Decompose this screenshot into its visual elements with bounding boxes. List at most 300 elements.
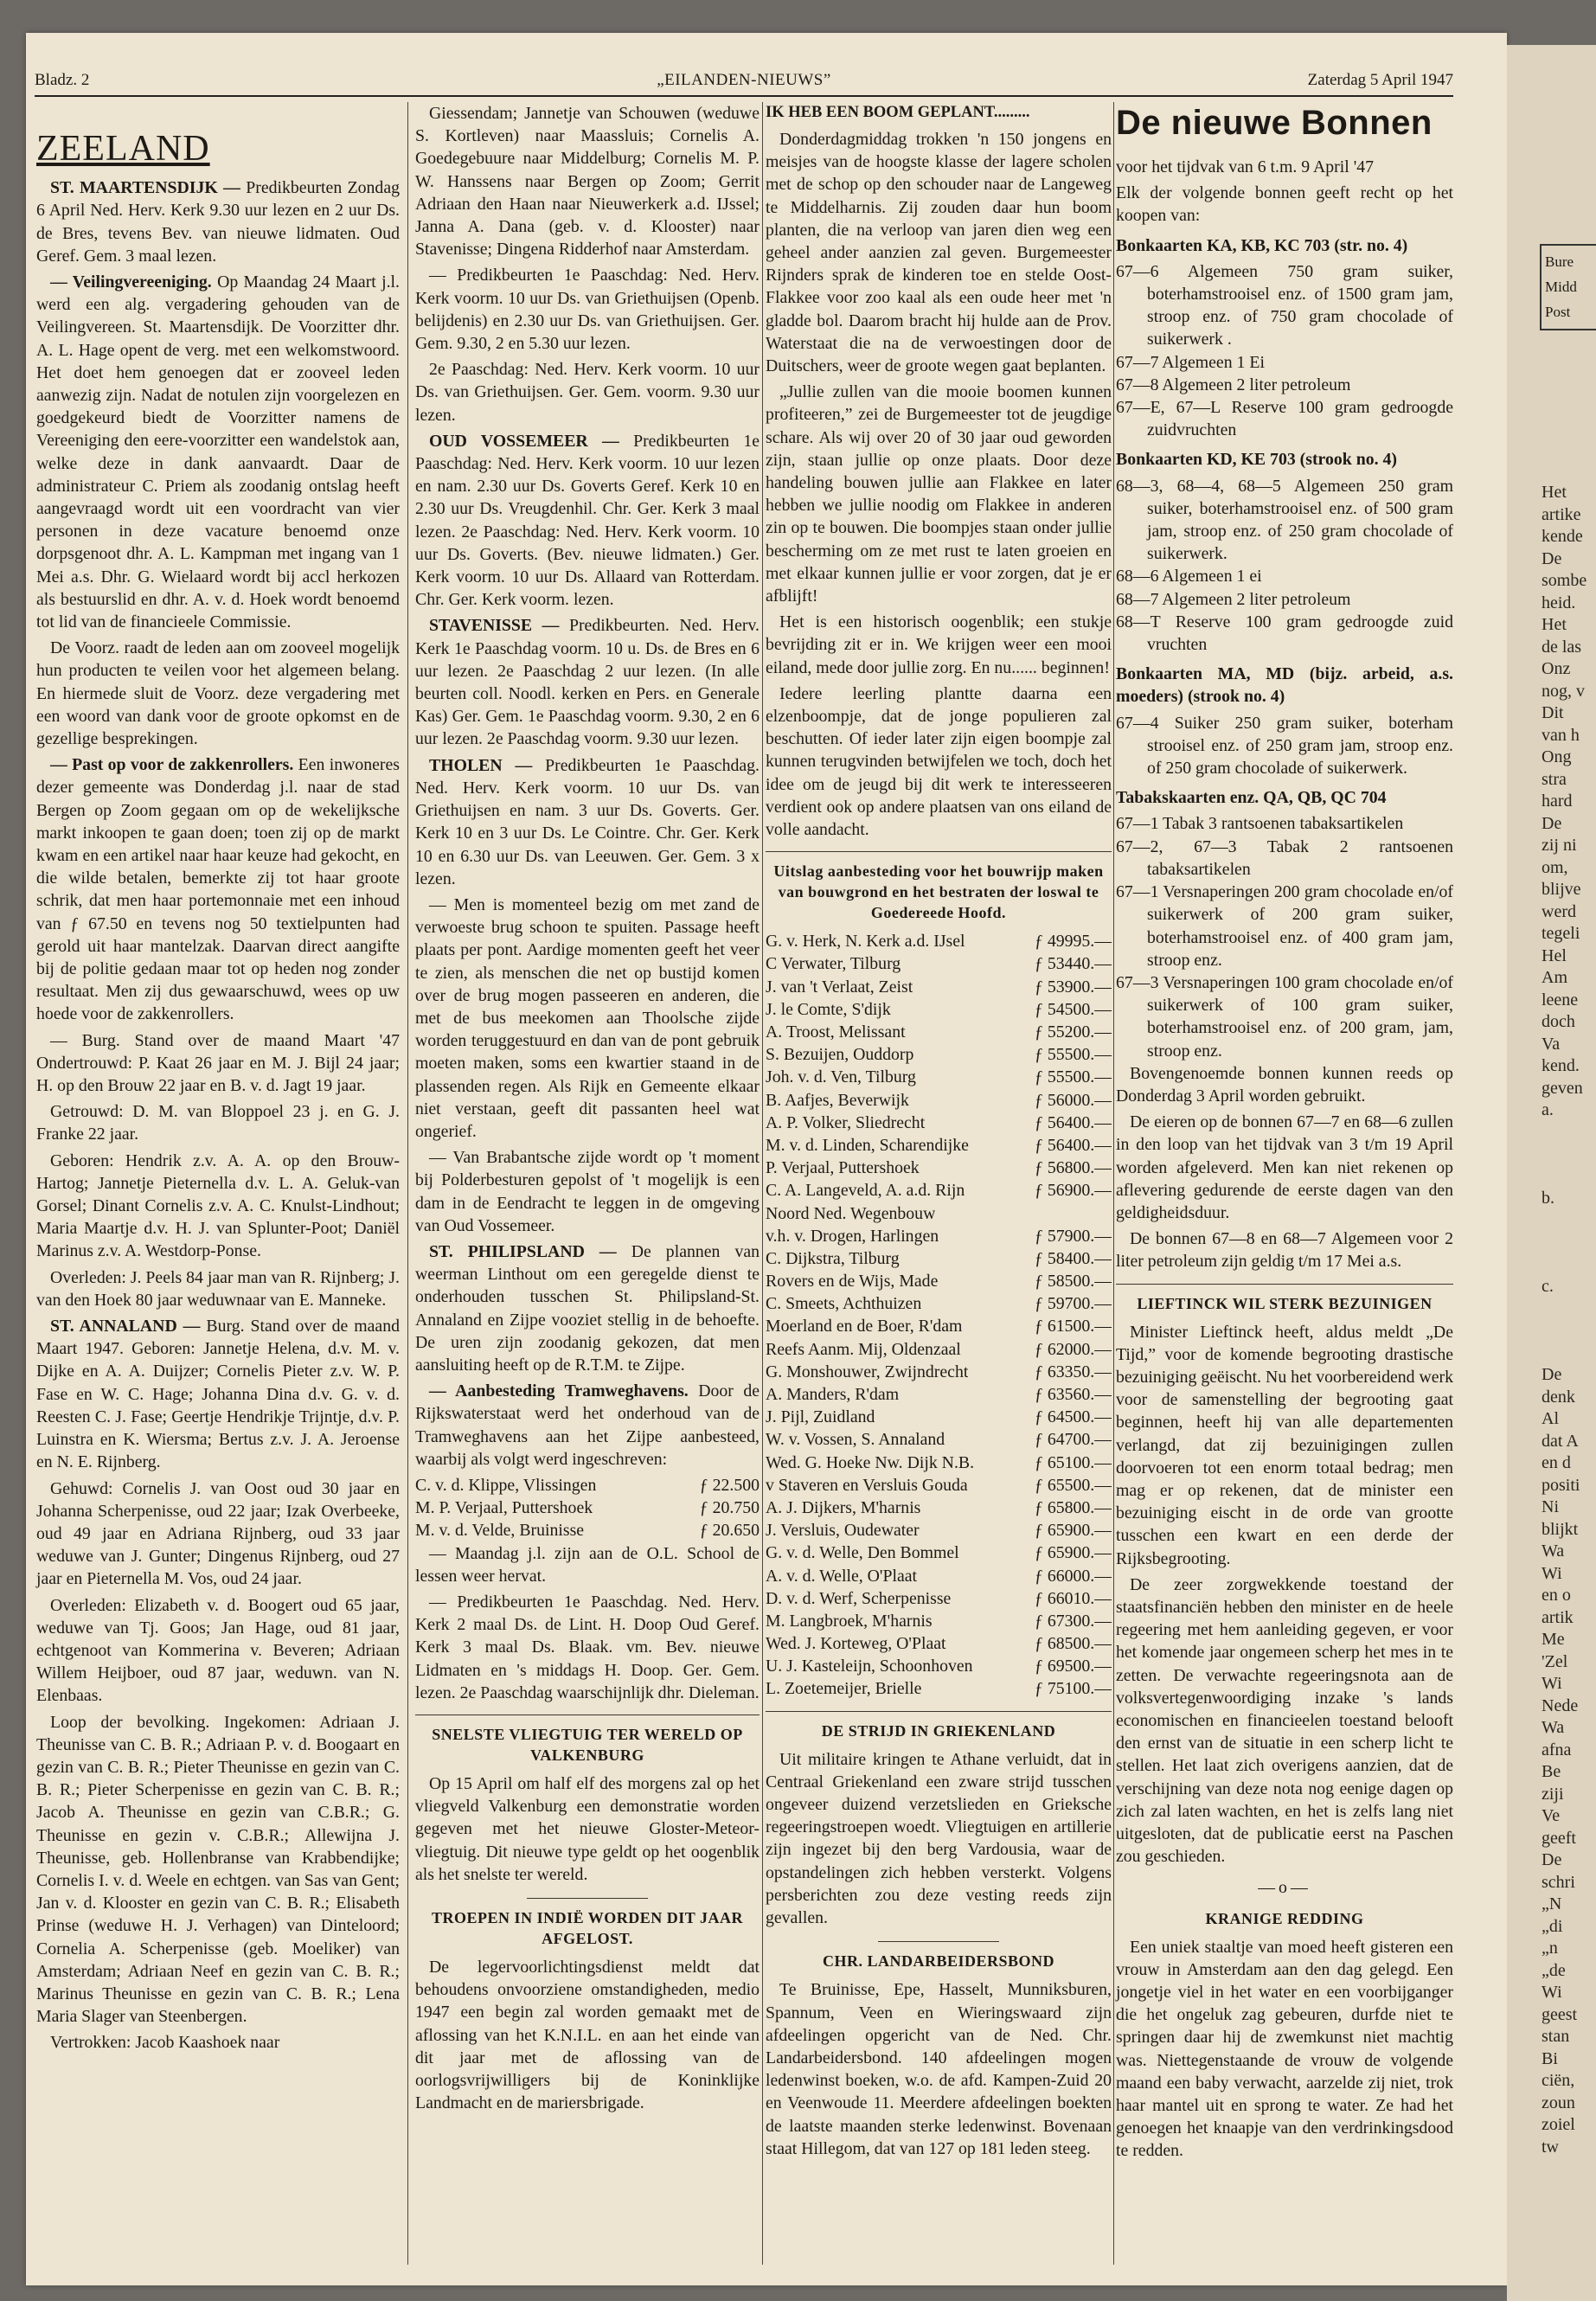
article-lead: — Aanbesteding Tramweghavens.	[429, 1381, 699, 1401]
coupon-item: 68—7 Algemeen 2 liter petroleum	[1116, 589, 1351, 609]
bidder-name: C. Dijkstra, Tilburg	[766, 1248, 900, 1268]
article-body: Gehuwd: Cornelis J. van Oost oud 30 jaar en Johanna Scherpenisse, oud 22 jaar; Izak Overbeeke, oud 49 jaar en Adriana Rijnberg, oud 33 jaar weduwe van J. Gunter; Dingenus Rijnberg, oud 27 jaar en Pieternella M. Vos, oud 24 jaar.	[36, 1478, 400, 1589]
bidder-name: M. P. Verjaal, Puttershoek	[415, 1498, 593, 1518]
article-title: DE STRIJD IN GRIEKENLAND	[821, 1721, 1056, 1740]
page-header	[35, 71, 1453, 92]
bid-amount: ƒ 56400.—	[1034, 1135, 1112, 1155]
article-lead: OUD VOSSEMEER —	[429, 431, 634, 451]
coupon-group-heading: Bonkaarten MA, MD (bijz. arbeid, a.s. moeders) (strook no. 4)	[1116, 664, 1453, 707]
bid-row	[766, 1497, 1112, 1519]
adjacent-page-line: zoiel	[1542, 2115, 1575, 2134]
bid-amount: ƒ 56800.—	[1034, 1158, 1112, 1178]
coupon-item: 67—4 Suiker 250 gram suiker, boterham strooisel enz. of 250 gram jam, stroop enz. of 250 gram chocolade of suikerwerk.	[1116, 713, 1453, 779]
adjacent-page-line: De	[1542, 1365, 1562, 1384]
article-text: Een uniek staaltje van moed heeft gisteren een vrouw in Amsterdam aan den dag gelegd. Een jongetje viel in het water en een voorbijganger die het ongeluk zag gebeuren, durfde niet te springen daar hij de zwemkunst niet machtig was. Niettegenstaande de vrouw de volgende maand een baby verwacht, aarzelde zij niet, trok haar mantel uit en sprong te water. Ze had het genoegen het knaapje van den verdrinkingsdood te redden.	[1116, 1937, 1453, 2161]
adjacent-page-line	[1542, 1166, 1586, 1189]
adjacent-page-line: leene	[1542, 990, 1579, 1009]
coupon-item: 67—3 Versnaperingen 100 gram chocolade en/of suikerwerk of 100 gram suiker, boterhamstrooisel enz. of 200 gram, jam, stroop enz.	[1116, 972, 1453, 1061]
bid-amount: ƒ 58400.—	[1034, 1248, 1112, 1268]
bidder-name: A. v. d. Welle, O'Plaat	[766, 1566, 918, 1586]
adjacent-page-line: geest	[1542, 2004, 1578, 2024]
column-divider	[1113, 102, 1114, 2265]
bid-row	[766, 1587, 1112, 1610]
bidder-name: J. Pijl, Zuidland	[766, 1407, 875, 1427]
article-paragraph	[415, 1146, 760, 1237]
article-text: Te Bruinisse, Epe, Hasselt, Munniksburen, Spannum, Veen en Wieringswaard zijn afdeelingen opgericht van de Ned. Chr. Landarbeidersbond. 140 afdeelingen mogen ledenwinst boeken, w.o. de afd. Kampen-Zuid 20 en Veenwoude 11. Meerdere afdeelingen boekten de laatste maanden sterke ledenwinst. Bovenaan staat Hillegom, dat van 127 op 181 leden steeg.	[766, 1980, 1112, 2158]
adjacent-page-line: heid.	[1542, 593, 1576, 612]
adjacent-page-box-line: Midd	[1545, 279, 1577, 295]
article-body: De Voorz. raadt de leden aan om zooveel mogelijk hun producten te veilen voor het algemeen belang. En hiermede sluit de Voorz. deze vergadering met een woord van dank voor de groote opkomst en de gezellige besprekingen.	[36, 638, 400, 748]
bidder-name: Noord Ned. Wegenbouw	[766, 1203, 936, 1223]
adjacent-page-line: Me	[1542, 1630, 1565, 1649]
bidder-name: M. v. d. Linden, Scharendijke	[766, 1135, 969, 1155]
bidder-name: M. Langbroek, M'harnis	[766, 1611, 933, 1631]
article-paragraph	[36, 1150, 400, 1263]
article-paragraph	[36, 2031, 400, 2054]
bidder-name: G. Monshouwer, Zwijndrecht	[766, 1362, 969, 1381]
column-1-articles	[36, 176, 400, 2054]
bid-row	[766, 1202, 1112, 1225]
article-paragraph	[415, 754, 760, 890]
bid-row	[766, 1292, 1112, 1315]
column-divider	[762, 102, 763, 2265]
bid-amount: ƒ 59700.—	[1034, 1294, 1112, 1314]
bidder-name: C Verwater, Tilburg	[766, 954, 901, 974]
adjacent-page-line	[1542, 1122, 1586, 1144]
bidder-name: Moerland en de Boer, R'dam	[766, 1317, 963, 1336]
bidder-name: G. v. Herk, N. Kerk a.d. IJsel	[766, 932, 965, 952]
section-title: ZEELAND	[36, 129, 210, 170]
bidder-name: A. J. Dijkers, M'harnis	[766, 1497, 921, 1517]
article-paragraph	[36, 1594, 400, 1708]
header-rule	[35, 95, 1453, 97]
article-paragraph: De eieren op de bonnen 67—7 en 68—6 zullen in den loop van het tijdvak van 3 t/m 19 April worden afgeleverd. Men kan niet rekenen op aflevering gedurende de eerste dagen van den geldigheidsduur.	[1116, 1112, 1453, 1222]
bidder-name: L. Zoetemeijer, Brielle	[766, 1679, 922, 1699]
bid-amount: ƒ 20.650	[699, 1521, 760, 1541]
adjacent-page-line: stan	[1542, 2027, 1570, 2046]
adjacent-page-line: doch	[1542, 1012, 1575, 1031]
adjacent-page-line: „n	[1542, 1939, 1558, 1958]
coupon-item: 67—2, 67—3 Tabak 2 rantsoenen tabaksartikelen	[1116, 836, 1453, 879]
article-body: Op Maandag 24 Maart j.l. werd een alg. vergadering gehouden van de Veilingvereen. St. Maartensdijk. De Voorzitter dhr. A. L. Hage opent de verg. met een welkomstwoord. Het doet hem genoegen dat er zooveel leden aanwezig zijn. Nadat de notulen zijn voorgelezen en goedgekeurd biedt de Voorzitter namens de Vereeniging den eere-voorzitter een wandelstok aan, welke deze in dank aanvaardt. Daar de administrateur C. Priem als zoodanig ontslag heeft aangevraagd wordt uit een voordracht van vier personen in deze vacature benoemd onze dorpsgenoot dhr. A. L. Kampman met ingang van 1 Mei a.s. Dhr. G. Wielaard wordt bij accl herkozen als bestuurslid en dhr. A. v. d. Hoek wordt benoemd tot lid van de financieele Commissie.	[36, 272, 400, 631]
adjacent-page-line: Hel	[1542, 945, 1567, 965]
column-3	[766, 102, 1112, 2163]
adjacent-page-line	[1542, 1298, 1586, 1321]
adjacent-page-line: blijve	[1542, 880, 1581, 899]
bid-row	[766, 1021, 1112, 1043]
coupon-group-heading: Tabakskaarten enz. QA, QB, QC 704	[1116, 788, 1387, 808]
article-paragraph: Donderdagmiddag trokken 'n 150 jongens en meisjes van de hoogste klasse der lagere scholen met de schop op den schouder naar de Langeweg te Middelharnis. Zij zouden daar hun boom planten, die na verloop van jaren dien weg een geheel ander aanzien zal geven. Burgemeester Rijnders sprak de kinderen toe en stelde Oost-Flakkee voor zoo kaal als een oude heer met 'n gladde bol. Daarom bracht hij hulde aan de Prov. Waterstaat die na de verwoestingen door de Duitschers, weer de groote wegen gaat beplanten.	[766, 130, 1112, 376]
adjacent-page-line: tegeli	[1542, 924, 1580, 943]
bid-amount: ƒ 65900.—	[1034, 1521, 1112, 1541]
bidder-name: Wed. G. Hoeke Nw. Dijk N.B.	[766, 1452, 975, 1472]
adjacent-page-line: van h	[1542, 725, 1580, 745]
bid-amount: ƒ 56400.—	[1034, 1112, 1112, 1132]
article-lead: STAVENISSE —	[429, 616, 569, 636]
bid-row	[415, 1474, 760, 1497]
coupon-item: 67—6 Algemeen 750 gram suiker, boterhamstrooisel enz. of 1500 gram jam, stroop enz. of 750 gram chocolade of suikerwerk .	[1116, 261, 1453, 349]
bid-row	[766, 1519, 1112, 1541]
coupon-item: 67—1 Tabak 3 rantsoenen tabaksartikelen	[1116, 814, 1404, 834]
article-paragraph: Iedere leerling plantte daarna een elzenboompje, dat de jonge populieren zal beschutten. Of ieder later zijn eigen boompje zal kunnen terugvinden betwijfelen we toch, doch het idee om de jeugd bij dit werk te interesseeren verdient ook op andere plaatsen van ons eiland de volle aandacht.	[766, 683, 1112, 840]
adjacent-page-line: Bi	[1542, 2048, 1558, 2068]
bid-amount: ƒ 64700.—	[1034, 1430, 1112, 1450]
adjacent-page-line: Be	[1542, 1762, 1561, 1781]
adjacent-page-line	[1542, 1210, 1586, 1233]
bid-row	[766, 1406, 1112, 1428]
bid-amount: ƒ 63560.—	[1034, 1385, 1112, 1405]
bid-row	[415, 1497, 760, 1519]
newspaper-name: „EILANDEN-NIEUWS”	[657, 71, 831, 89]
adjacent-page-line: a.	[1542, 1100, 1554, 1119]
article-paragraph	[36, 271, 400, 633]
column-2-articles-cont	[415, 1542, 760, 1704]
bid-amount: ƒ 55500.—	[1034, 1067, 1112, 1087]
bid-row	[766, 1134, 1112, 1157]
bid-row	[766, 998, 1112, 1021]
adjacent-page-line: De	[1542, 1850, 1562, 1869]
adjacent-page-line: blijkt	[1542, 1519, 1579, 1539]
adjacent-page-line: Wi	[1542, 1983, 1562, 2002]
article-paragraph	[36, 1266, 400, 1311]
bid-row	[766, 1247, 1112, 1270]
bid-amount: ƒ 55500.—	[1034, 1045, 1112, 1065]
adjacent-page-line: positi	[1542, 1475, 1580, 1495]
adjacent-page-line: De	[1542, 813, 1562, 833]
adjacent-page-edge	[1507, 45, 1596, 2301]
adjacent-page-line: 'Zel	[1542, 1651, 1568, 1671]
article-body: Door de Rijkswaterstaat werd het onderhoud van de Tramweghavens aan het Zijpe aanbesteed, waarbij als volgt werd ingeschreven:	[415, 1381, 760, 1469]
bid-amount: ƒ 66010.—	[1034, 1588, 1112, 1608]
bidder-name: v.h. v. Drogen, Harlingen	[766, 1226, 939, 1246]
bidder-name: J. le Comte, S'dijk	[766, 999, 891, 1019]
bid-amount: ƒ 53440.—	[1034, 954, 1112, 974]
article-body: Burg. Stand over de maand Maart 1947. Geboren: Jannetje Helena, d.v. M. v. Dijke en A. A. Duijzer; Cornelis Pieter z.v. W. P. Fase en W. C. Hage; Johanna Dina d.v. G. v. d. Reesten C. J. Fase; Geertje Hendrikje Trijntje, d.v. P. Luinstra en K. Wiersma; Bertus z.v. J. A. Jeroense en N. E. Rijnberg.	[36, 1317, 400, 1472]
article-title: Uitslag aanbesteding voor het bouwrijp maken van bouwgrond en het bestraten der loswal te Goedereede Hoofd.	[773, 862, 1104, 922]
article-body: De plannen van weerman Linthout om een geregelde dienst te onderhouden tusschen St. Philipsland-St. Annaland en Zijpe vooziet stellig in de behoefte. De uren zijn zoodanig gekozen, dat men aansluiting heeft op de R.T.M. te Zijpe.	[415, 1241, 760, 1375]
bid-amount: ƒ 65500.—	[1034, 1475, 1112, 1495]
article-text: Op 15 April om half elf des morgens zal op het vliegveld Valkenburg een demonstratie worden gegeven met het nieuwe Gloster-Meteor-vliegtuig. Dit nieuwe type geldt op het oogenblik als het snelste ter wereld.	[415, 1773, 760, 1884]
bid-row	[766, 1315, 1112, 1337]
bid-amount: ƒ 66000.—	[1034, 1566, 1112, 1586]
bid-row	[766, 1452, 1112, 1474]
lieftinck-article	[1116, 1321, 1453, 1868]
bid-row	[766, 1112, 1112, 1134]
adjacent-page-line: zij ni	[1542, 836, 1577, 855]
adjacent-page-line: om,	[1542, 857, 1568, 877]
adjacent-page-line	[1542, 1232, 1586, 1254]
coupon-item: 67—1 Versnaperingen 200 gram chocolade en/of suikerwerk of 200 gram suiker, boterhamstrooisel enz. of 400 gram jam, stroop enz.	[1116, 882, 1453, 970]
bid-row	[766, 1655, 1112, 1677]
bid-amount: ƒ 68500.—	[1034, 1634, 1112, 1654]
article-title: IK HEB EEN BOOM GEPLANT.........	[766, 104, 1030, 121]
coupon-group-heading: Bonkaarten KA, KB, KC 703 (str. no. 4)	[1116, 235, 1408, 255]
article-divider	[527, 1898, 648, 1899]
bid-row	[766, 1270, 1112, 1292]
bid-row	[766, 1043, 1112, 1066]
bid-amount: ƒ 20.750	[699, 1498, 760, 1518]
article-lead: ST. ANNALAND —	[50, 1317, 207, 1336]
bidder-name: C. Smeets, Achthuizen	[766, 1294, 922, 1314]
adjacent-page-line: geven	[1542, 1078, 1583, 1098]
bidder-name: M. v. d. Velde, Bruinisse	[415, 1521, 585, 1541]
bid-row	[766, 976, 1112, 998]
article-paragraph: De zeer zorgwekkende toestand der staatsfinanciën hebben den minister en de heele regeering met hem aanleiding gegeven, er voor het komende jaar ongemeen scherp het mes in te zetten. De verwachte regeeringsnota aan de volksvertegenwoordiging inzake 's lands economischen en financieelen toestand belooft den ernst van de situatie in een scherp licht te stellen. Het laat zich overigens aanzien, dat de verschijning van deze nota nog eenige dagen op zich zal laten wachten, en het is zelfs lang niet uitgesloten, dat de publicatie eerst na Paschen zou geschieden.	[1116, 1574, 1453, 1867]
adjacent-page-line: Nede	[1542, 1695, 1579, 1715]
article-paragraph	[36, 1477, 400, 1591]
adjacent-page-line: Ni	[1542, 1497, 1559, 1516]
adjacent-page-line: Wa	[1542, 1541, 1565, 1561]
adjacent-page-text	[1542, 482, 1586, 2158]
adjacent-page-box-line: Post	[1545, 304, 1571, 320]
adjacent-page-line: schri	[1542, 1872, 1575, 1892]
bid-amount: ƒ 54500.—	[1034, 999, 1112, 1019]
column-4	[1116, 102, 1453, 2166]
adjacent-page-line	[1542, 1320, 1586, 1343]
adjacent-page-line: c.	[1542, 1277, 1554, 1296]
bid-amount: ƒ 49995.—	[1034, 932, 1112, 952]
adjacent-page-line	[1542, 1144, 1586, 1166]
article-paragraph	[36, 753, 400, 1025]
coupon-item: 68—6 Algemeen 1 ei	[1116, 567, 1262, 586]
adjacent-page-line: „de	[1542, 1960, 1566, 1980]
adjacent-page-line: sombe	[1542, 571, 1587, 590]
adjacent-page-line: ciën,	[1542, 2071, 1575, 2090]
article-paragraph	[36, 1029, 400, 1098]
article-paragraph	[415, 102, 760, 260]
adjacent-page-line: geeft	[1542, 1828, 1576, 1848]
page-number: Bladz. 2	[35, 71, 90, 89]
adjacent-page-line: Va	[1542, 1034, 1561, 1054]
goedereede-bids-list	[766, 930, 1112, 1700]
bidder-name: Rovers en de Wijs, Made	[766, 1272, 939, 1292]
article-body: — Maandag j.l. zijn aan de O.L. School de lessen weer hervat.	[415, 1543, 760, 1586]
bid-row	[766, 1428, 1112, 1451]
adjacent-page-line	[1542, 1254, 1586, 1277]
bid-amount: ƒ 65800.—	[1034, 1497, 1112, 1517]
bid-amount: ƒ 55200.—	[1034, 1022, 1112, 1042]
adjacent-page-line: kend.	[1542, 1056, 1580, 1075]
adjacent-page-line: De	[1542, 548, 1562, 568]
bidder-name: D. v. d. Werf, Scherpenisse	[766, 1588, 952, 1608]
article-body: — Burg. Stand over de maand Maart '47 Ondertrouwd: P. Kaat 26 jaar en M. J. Bijl 24 jaar; H. op den Brouw 22 jaar en B. v. d. Jagt 19 jaar.	[36, 1030, 400, 1096]
article-body: Loop der bevolking. Ingekomen: Adriaan J. Theunisse van C. B. R.; Adriaan P. v. d. Boogaart en gezin van C. B. R.; Pieter Theunisse en gezin van C. B. R.; Pieter Scherpenisse en gezin van C. B. R.; Jacob A. Theunisse en gezin van C.B.R.; G. Theunisse en gezin v. C.B.R.; Allewijna J. Theunisse, geb. Hollenbranse van Krabbendijke; Cornelis I. v. d. Weele en echtgen. van Sas van Gent; Jan v. d. Klooster en gezin van C. B. R.; Elisabeth Prinse (weduwe H. J. Verhagen) van Dinteloord; Cornelia A. Scherpenisse (geb. Moeliker) van Amsterdam; Adriaan Neef en gezin van C. B. R.; Marinus Theunisse en gezin van C. B. R.; Lena Maria Slager van Steenbergen.	[36, 1712, 400, 2027]
adjacent-page-line: kende	[1542, 527, 1583, 546]
tram-bids-list	[415, 1474, 760, 1542]
article-body: Predikbeurten 1e Paaschdag. Ned. Herv. Kerk voorm. 10 uur Ds. van Griethuijsen en nam. 3 uur Ds. Goverts. Ger. Kerk 10 en 3 uur Ds. Le Cointre. Chr. Ger. Kerk 10 en 6.30 uur Ds. van Leeuwen. Ger. Gem. 3 x lezen.	[415, 755, 760, 888]
adjacent-page-line: en d	[1542, 1453, 1571, 1472]
article-lead: — Veilingvereeniging.	[50, 272, 218, 292]
bidder-name: W. v. Vossen, S. Annaland	[766, 1430, 945, 1450]
adjacent-page-line: „N	[1542, 1894, 1562, 1913]
bid-amount: ƒ 65100.—	[1034, 1452, 1112, 1472]
adjacent-page-line: „di	[1542, 1916, 1563, 1936]
article-body: Getrouwd: D. M. van Bloppoel 23 j. en G. J. Franke 22 jaar.	[36, 1102, 400, 1144]
article-body: 2e Paaschdag: Ned. Herv. Kerk voorm. 10 uur Ds. van Griethuijsen. Ger. Gem. voorm. 9.30 uur lezen.	[415, 360, 760, 425]
adjacent-page-line: werd	[1542, 901, 1576, 921]
article-paragraph	[415, 894, 760, 1143]
adjacent-page-line: Het	[1542, 483, 1567, 502]
article-body: Predikbeurten 1e Paaschdag: Ned. Herv. Kerk voorm. 10 uur lezen en nam. 2.30 uur Ds. Goverts Geref. Kerk 10 en 2.30 uur Ds. Vreugdenhil. Chr. Ger. Kerk 3 maal lezen. 2e Paaschdag: Ned. Herv. Kerk voorm. 10 uur Ds. Goverts. (Bev. nieuwe lidmaten.) Ger. Kerk voorm. 10 uur Ds. Allaard van Rotterdam. Chr. Ger. Kerk voorm. lezen.	[415, 431, 760, 610]
article-paragraph: De bonnen 67—8 en 68—7 Algemeen voor 2 liter petroleum zijn geldig t/m 17 Mei a.s.	[1116, 1229, 1453, 1272]
coupon-item: 68—T Reserve 100 gram gedroogde zuid vruchten	[1116, 612, 1453, 655]
adjacent-page-line: afna	[1542, 1740, 1572, 1759]
article-body: Giessendam; Jannetje van Schouwen (weduwe S. Kortleven) naar Maassluis; Cornelis A. Goedegebuure naar Middelburg; Cornelis M. P. W. Hanssens naar Bergen op Zoom; Gerrit Adriaan den Haan naar Nieuwerkerk a.d. IJssel; Janna A. Dana (geb. v. d. Klooster) naar Stavenisse; Dingena Ridderhof naar Amsterdam.	[415, 104, 760, 260]
article-lead: ST. PHILIPSLAND —	[429, 1241, 631, 1261]
bid-amount: ƒ 22.500	[699, 1475, 760, 1495]
bid-row	[766, 1610, 1112, 1632]
article-paragraph: Minister Lieftinck heeft, aldus meldt „De Tijd,” voor de komende begrooting drastische bezuiniging geëischt. Nu het voorbereidend werk voor de samenstelling der begrooting gaat beginnen, heeft hij van alle departementen verlangd, dat zij bezuinigingen zullen doorvoeren tot een enorm totaal bedrag; men mag er op rekenen, dat de minister een bezuiniging eischt in de orde van grootte tusschen een kwart en een derde der Rijksbegrooting.	[1116, 1322, 1454, 1568]
bid-row	[766, 930, 1112, 952]
adjacent-page-line: dat A	[1542, 1431, 1579, 1451]
bid-amount: ƒ 75100.—	[1034, 1679, 1112, 1699]
coupon-item: 67—8 Algemeen 2 liter petroleum	[1116, 375, 1351, 394]
rationing-intro: Elk der volgende bonnen geeft recht op het koopen van:	[1116, 183, 1453, 226]
adjacent-page-line: denk	[1542, 1387, 1575, 1407]
article-body: — Predikbeurten 1e Paaschdag: Ned. Herv. Kerk voorm. 10 uur Ds. van Griethuijsen (Openb. belijdenis) en 2.30 uur Ds. van Griethuijsen. Ger. Gem. 9.30, 2 en 5.30 uur lezen.	[415, 266, 760, 354]
bid-amount: ƒ 64500.—	[1034, 1407, 1112, 1427]
article-divider	[766, 851, 1112, 852]
article-paragraph	[415, 264, 760, 355]
article-divider	[766, 1711, 1112, 1712]
bidder-name: S. Bezuijen, Ouddorp	[766, 1045, 914, 1065]
rationing-title: De nieuwe Bonnen	[1116, 104, 1433, 142]
article-title: TROEPEN IN INDIË WORDEN DIT JAAR AFGELOST.	[432, 1908, 743, 1947]
article-body: Predikbeurten. Ned. Herv. Kerk 1e Paaschdag voorm. 10 u. Ds. de Bres en 6 uur lezen. 2e Paaschdag 2 uur lezen. (In alle beurten coll. Noodl. kerken en Pers. en Generale Kas) Ger. Gem. 1e Paaschdag voorm. 9.30, 2 en 6 uur lezen. 2e Paaschdag voorm. 9.30 uur lezen.	[415, 616, 760, 749]
coupon-item: 68—3, 68—4, 68—5 Algemeen 250 gram suiker, boterhamstrooisel enz. of 500 gram jam, stroop enz. of 250 gram chocolade of suikerwerk.	[1116, 476, 1453, 564]
adjacent-page-box-line: Bure	[1545, 253, 1574, 270]
article-paragraph: „Jullie zullen van die mooie boomen kunnen profiteeren,” zei de Burgemeester tot de jeugdige schare. Als wij over 20 of 30 jaar oud geworden zijn, staan jullie op onze plaats. Door deze handeling bouwen jullie aan Flakkee en later hebben we jullie noodig om Flakkee in anderen zin op te bouwen. Die boompjes staan onder jullie bescherming om ze met rust te laten groeien en met elkaar kunnen jullie er voor zorgen, dat je er afblijft!	[766, 382, 1112, 606]
article-text: De legervoorlichtingsdienst meldt dat behoudens onvoorziene omstandigheden, medio 1947 een begin zal worden gemaakt met de aflossing van het K.N.I.L. en aan het einde van dit jaar met de aflossing van de oorlogsvrijwilligers bij de Koninklijke Landmacht en de mariersbrigade.	[415, 1957, 760, 2113]
bid-row	[766, 1225, 1112, 1247]
bidder-name: A. Troost, Melissant	[766, 1022, 906, 1042]
article-lead: — Past op voor de zakkenrollers.	[50, 755, 298, 775]
adjacent-page-line: stra	[1542, 769, 1567, 789]
bidder-name: J. Versluis, Oudewater	[766, 1521, 920, 1541]
adjacent-page-line: artike	[1542, 504, 1581, 524]
article-paragraph	[415, 1542, 760, 1587]
bidder-name: Wed. J. Korteweg, O'Plaat	[766, 1634, 946, 1654]
ornament-divider: —o—	[1258, 1878, 1311, 1898]
article-paragraph: Het is een historisch oogenblik; een stukje bevrijding zit er in. We krijgen weer een mooi eiland, mede door jullie zorg. En nu...... beginnen!	[766, 612, 1112, 677]
article-title: KRANIGE REDDING	[1205, 1909, 1364, 1927]
adjacent-page-line: b.	[1542, 1189, 1554, 1208]
bid-amount: ƒ 65900.—	[1034, 1543, 1112, 1563]
bid-amount: ƒ 69500.—	[1034, 1657, 1112, 1676]
article-paragraph	[415, 358, 760, 426]
article-body: Overleden: J. Peels 84 jaar man van R. Rijnberg; J. van den Hoek 80 jaar weduwnaar van E. Manneke.	[36, 1267, 400, 1310]
article-body: — Van Brabantsche zijde wordt op 't moment bij Polderbesturen gepolst of 't mogelijk is een dam in de Eendracht te leggen in de omgeving van Oud Vossemeer.	[415, 1148, 760, 1235]
bid-amount: ƒ 56000.—	[1034, 1090, 1112, 1110]
article-divider	[1116, 1284, 1453, 1285]
bid-amount: ƒ 67300.—	[1034, 1611, 1112, 1631]
adjacent-page-line: Het	[1542, 615, 1567, 634]
article-paragraph	[415, 1240, 760, 1376]
bidder-name: G. v. d. Welle, Den Bommel	[766, 1543, 959, 1563]
adjacent-page-line: Al	[1542, 1409, 1559, 1428]
article-body: Predikbeurten Zondag 6 April Ned. Herv. Kerk 9.30 uur lezen en 2 uur Ds. de Bres, tevens Bev. van nieuwe lidmaten. Oud Geref. Gem. 3 maal lezen.	[36, 178, 400, 266]
article-paragraph	[415, 614, 760, 750]
article-title: CHR. LANDARBEIDERSBOND	[822, 1952, 1055, 1971]
adjacent-page-line: tw	[1542, 2137, 1559, 2157]
bidder-name: Reefs Aanm. Mij, Oldenzaal	[766, 1339, 961, 1359]
article-body: Vertrokken: Jacob Kaashoek naar	[50, 2033, 280, 2053]
bid-amount: ƒ 63350.—	[1034, 1362, 1112, 1381]
adjacent-page-line: hard	[1542, 792, 1573, 811]
bid-row	[766, 1338, 1112, 1361]
column-1	[36, 102, 400, 2058]
adjacent-page-line: ziji	[1542, 1784, 1564, 1804]
bidder-name: U. J. Kasteleijn, Schoonhoven	[766, 1657, 973, 1676]
bid-row	[766, 1179, 1112, 1202]
article-lead: THOLEN —	[429, 755, 546, 775]
adjacent-page-line: Am	[1542, 968, 1567, 987]
bidder-name: A. P. Volker, Sliedrecht	[766, 1112, 926, 1132]
article-paragraph	[36, 176, 400, 267]
article-paragraph	[415, 1591, 760, 1704]
article-title: SNELSTE VLIEGTUIG TER WERELD OP VALKENBURG	[432, 1725, 743, 1764]
article-paragraph	[36, 637, 400, 750]
tree-planting-article	[766, 128, 1112, 841]
adjacent-page-line: Wi	[1542, 1563, 1562, 1583]
bid-row	[766, 1066, 1112, 1088]
rationing-period: voor het tijdvak van 6 t.m. 9 April '47	[1116, 157, 1375, 176]
bid-row	[766, 1089, 1112, 1112]
article-paragraph	[36, 1711, 400, 2029]
bid-amount: ƒ 61500.—	[1034, 1317, 1112, 1336]
adjacent-page-line: de las	[1542, 637, 1582, 657]
column-2-articles	[415, 102, 760, 1471]
ration-coupon-groups	[1116, 234, 1453, 1062]
bid-row	[766, 952, 1112, 975]
adjacent-page-line: Wi	[1542, 1674, 1562, 1693]
article-body: — Men is momenteel bezig om met zand de verwoeste brug schoon te spuiten. Passage heeft plaats per pont. Aardige momenten geeft het veer te zien, als menschen die net op bustijd komen over de brug mogen passeeren en anderen, die met de bus meekomen aan Thoolsche zijde worden teruggestuurd en dan van de pont gebruik moeten maken, soms een kwartier staand in de plassenden regen. Als Rijk en Gemeente elkaar niet verstaan, geeft dit passanten heel wat ongerief.	[415, 894, 760, 1141]
bid-amount: ƒ 56900.—	[1034, 1181, 1112, 1201]
article-body: Overleden: Elizabeth v. d. Boogert oud 65 jaar, weduwe van Tj. Goos; Jan Hage, oud 81 jaar, echtgenoot van Kommerina v. Beveren; Adriaan Willem Heijboer, oud 87 jaar, weduwn. van N. Elenbaas.	[36, 1595, 400, 1706]
adjacent-page-box-text	[1545, 249, 1577, 324]
article-lead: ST. MAARTENSDIJK —	[50, 178, 247, 198]
bidder-name: Joh. v. d. Ven, Tilburg	[766, 1067, 916, 1087]
bidder-name: P. Verjaal, Puttershoek	[766, 1158, 920, 1178]
rationing-notes	[1116, 1062, 1453, 1273]
article-paragraph	[36, 1315, 400, 1473]
bid-row	[766, 1565, 1112, 1587]
article-body: Een inwoneres dezer gemeente was Donderdag j.l. naar de stad Bergen op Zoom gegaan om op de wekelijksche markt inkoopen te gaan doen; toen zij op de markt kwam en een artikel naar haar keuze had gekocht, en die wilde betalen, bemerkte zij tot haar groote schrik, dat men haar portemonnaie met een inhoud van ƒ 67.50 en tevens nog 50 textielpunten had gerold uit haar mantelzak. Daarvan direct aangifte bij de politie gedaan maar tot op heden nog zonder resultaat. Men zij dus gewaarschuwd, wees op uw hoede voor de zakkenrollers.	[36, 755, 401, 1024]
article-divider	[878, 1941, 999, 1942]
article-title: LIEFTINCK WIL STERK BEZUINIGEN	[1137, 1294, 1433, 1312]
article-paragraph: Bovengenoemde bonnen kunnen reeds op Donderdag 3 April worden gebruikt.	[1116, 1063, 1453, 1106]
issue-date: Zaterdag 5 April 1947	[1307, 71, 1453, 89]
bidder-name: B. Aafjes, Beverwijk	[766, 1090, 909, 1110]
column-2	[415, 102, 760, 2118]
bid-row	[766, 1632, 1112, 1655]
adjacent-page-line: Ve	[1542, 1806, 1561, 1825]
bid-row	[766, 1474, 1112, 1497]
adjacent-page-line	[1542, 1343, 1586, 1365]
coupon-group-heading: Bonkaarten KD, KE 703 (strook no. 4)	[1116, 450, 1397, 470]
column-divider	[407, 102, 408, 2265]
adjacent-page-line: en o	[1542, 1586, 1571, 1605]
coupon-item: 67—E, 67—L Reserve 100 gram gedroogde zuidvruchten	[1116, 398, 1453, 440]
bid-amount: ƒ 53900.—	[1034, 977, 1112, 997]
bid-row	[415, 1519, 760, 1541]
adjacent-page-line: nog, v	[1542, 681, 1585, 701]
bid-row	[766, 1157, 1112, 1179]
bid-amount: ƒ 57900.—	[1034, 1226, 1112, 1246]
adjacent-page-line: Onz	[1542, 659, 1571, 678]
adjacent-page-line: zoun	[1542, 2093, 1575, 2112]
article-text: Uit militaire kringen te Athane verluidt, dat in Centraal Griekenland een zware strijd tusschen ongeveer duizend verzetslieden en Grieksche regeeringstroepen woedt. Vliegtuigen en artillerie zijn ingezet bij den berg Vardousia, waar de opstandelingen zich hebben versterkt. Volgens persberichten zou deze vesting reeds zijn gevallen.	[766, 1749, 1112, 1928]
